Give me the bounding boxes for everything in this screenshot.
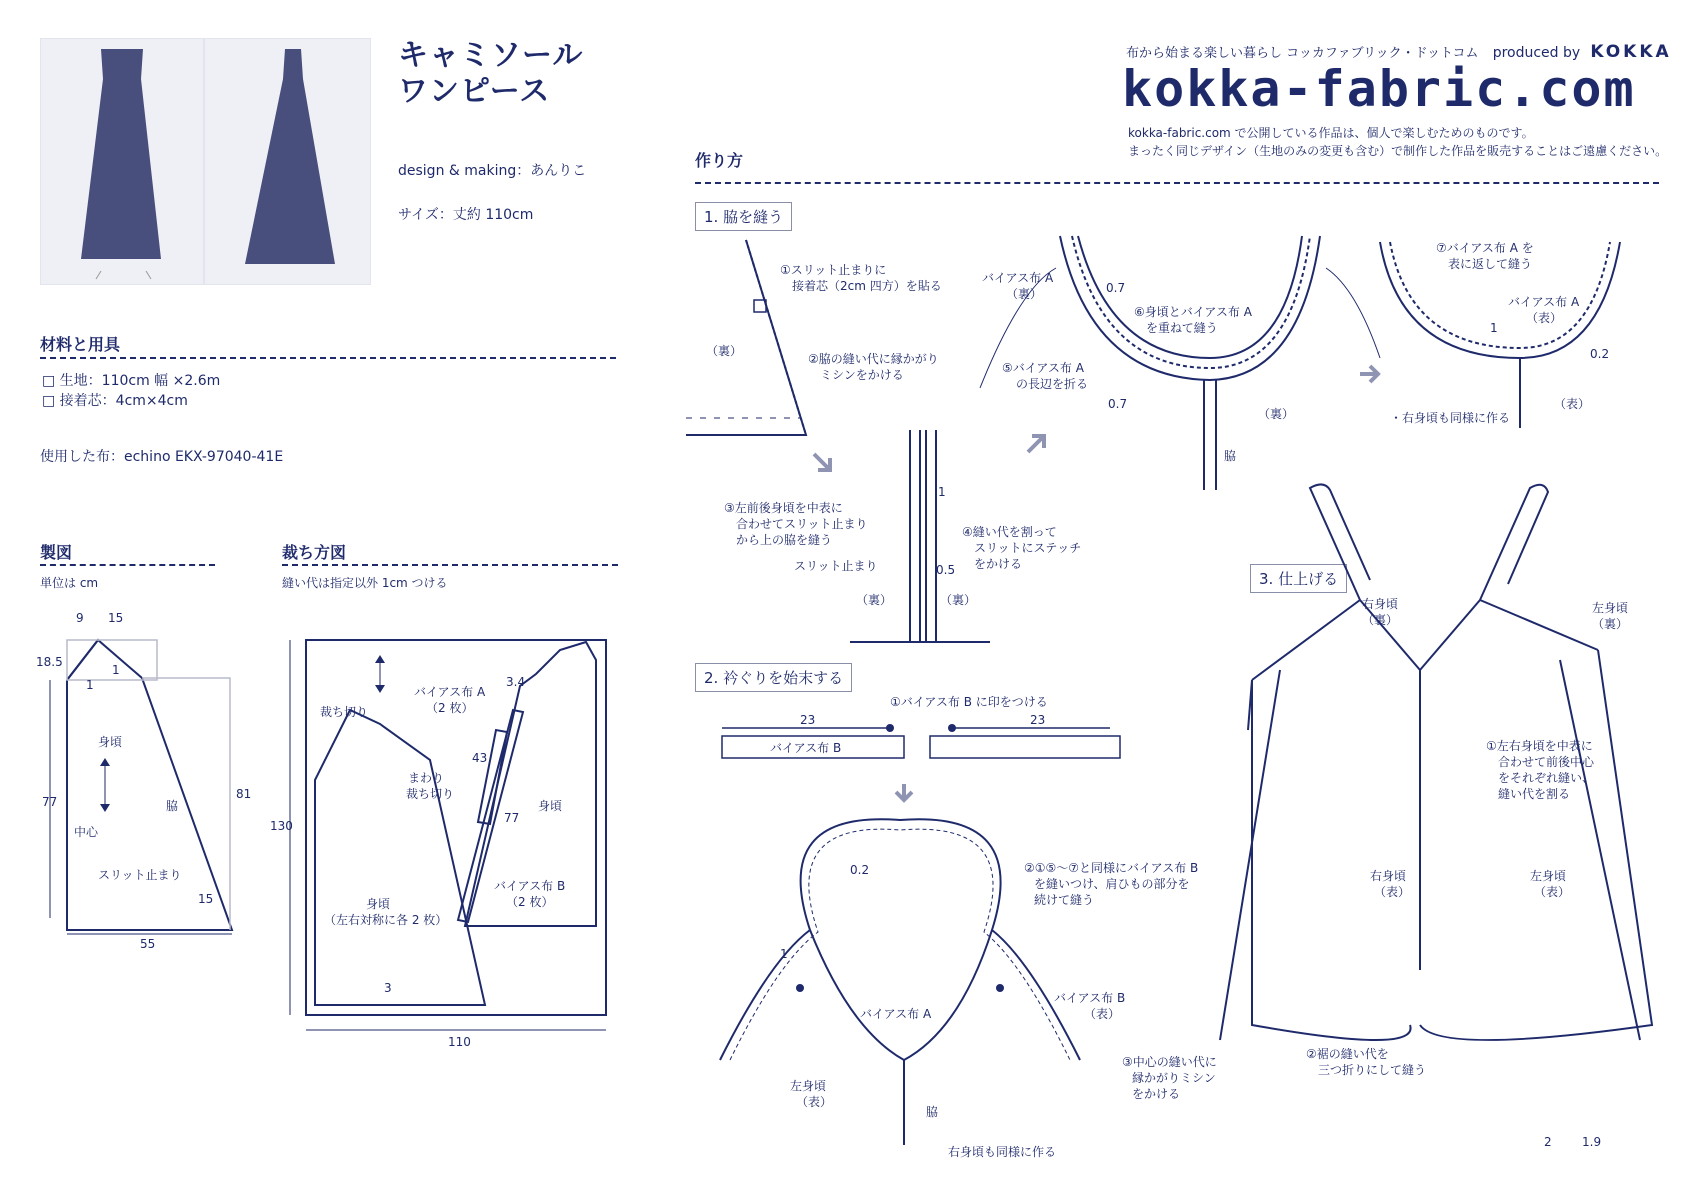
brand-name: KOKKA (1590, 42, 1672, 62)
pattern-unit-note: 単位は cm (40, 576, 99, 590)
s2-left-body: 左身頃 (790, 1079, 827, 1093)
layout-bias-a (478, 730, 507, 824)
product-photo-front (40, 38, 204, 285)
s2-bias-b2-front: （表） (1084, 1007, 1121, 1021)
title-line-1: キャミソール (398, 38, 584, 73)
s1-note3b: 合わせてスリット止まり (736, 517, 868, 531)
dress-front-illustration (41, 39, 203, 284)
label-side: 脇 (166, 799, 179, 813)
dim-3: 3 (384, 981, 392, 995)
site-logo[interactable]: kokka-fabric.com (1122, 60, 1636, 118)
layout-rule (282, 564, 618, 566)
label-bias-b: バイアス布 B (494, 879, 566, 893)
layout-body-left (315, 710, 488, 1005)
s3-note1c: をそれぞれ縫い、 (1498, 771, 1595, 785)
s2-note2a: ②①⑤～⑦と同様にバイアス布 B (1024, 861, 1199, 875)
howto-heading: 作り方 (695, 151, 744, 170)
s1b-note6b: を重ねて縫う (1146, 321, 1218, 335)
s1b-bias-a: バイアス布 A (982, 271, 1054, 285)
s2-d23a: 23 (800, 713, 816, 727)
label-slit: スリット止まり (98, 868, 182, 882)
layout-heading: 裁ち方図 (282, 543, 347, 562)
s2-note3b: 縁かがりミシン (1132, 1071, 1216, 1085)
pattern-drawing (20, 600, 252, 951)
produced-by: produced by (1492, 45, 1581, 61)
s3-note1d: 縫い代を割る (1498, 787, 1571, 801)
dim-18-5: 18.5 (36, 655, 63, 669)
label-body-left: 身頃 (366, 897, 391, 911)
s1b-back: （裏） (1258, 407, 1295, 421)
s1b-note-right: ・右身頃も同様に作る (1390, 411, 1511, 425)
arrow-down-icon (896, 784, 912, 800)
s1-note2a: ②脇の縫い代に縁かがり (808, 352, 939, 366)
dress-side-illustration (205, 39, 370, 284)
s2-note3a: ③中心の縫い代に (1122, 1055, 1217, 1069)
s1b-note5a: ⑤バイアス布 A (1002, 361, 1084, 375)
pattern-rule (40, 564, 215, 566)
dim-9: 9 (76, 611, 84, 625)
s2-d02: 0.2 (850, 863, 870, 877)
materials-item: □ 生地：110cm 幅 ×2.6m (42, 373, 221, 389)
howto-rule (695, 182, 1659, 184)
s1b-note6a: ⑥身頃とバイアス布 A (1134, 305, 1252, 319)
materials-item: □ 接着芯：4cm×4cm (42, 393, 188, 409)
s1-note2b: ミシンをかける (820, 368, 904, 382)
s1-d1: 1 (938, 485, 946, 499)
s2-bias-b2: バイアス布 B (1054, 991, 1126, 1005)
s2-bias-a: バイアス布 A (860, 1007, 932, 1021)
s1-note4c: をかける (974, 557, 1023, 571)
step3-title: 3. 仕上げる (1250, 564, 1347, 593)
dim-77: 77 (42, 795, 58, 809)
s2-d1: 1 (780, 947, 788, 961)
dim-15: 15 (198, 892, 214, 906)
label-bias-a-count: （2 枚） (426, 701, 474, 715)
tagline (1126, 42, 1672, 62)
s3-right-front2: （表） (1374, 885, 1411, 899)
s1b-d07b: 0.7 (1108, 397, 1128, 411)
step1-title: 1. 脇を縫う (695, 202, 792, 231)
s3-note2a: ②裾の縫い代を (1306, 1047, 1389, 1061)
label-body-left-count: （左右対称に各 2 枚） (324, 913, 448, 927)
dim-81: 81 (236, 787, 252, 801)
step1b-drawing (960, 228, 1640, 488)
s1b-front: （表） (1554, 397, 1591, 411)
size-info: サイズ：丈約 110cm (398, 207, 534, 223)
s2-note3c: をかける (1132, 1087, 1181, 1101)
s1-back-r: （裏） (940, 593, 977, 607)
s3-right-back: 右身頃 (1362, 597, 1399, 611)
s1-note1b: 接着芯（2cm 四方）を貼る (792, 279, 942, 293)
s1b-bias-a-front2: （表） (1526, 311, 1563, 325)
s3-left-front: 左身頃 (1530, 869, 1567, 883)
s1b-bias-a-back: （裏） (1006, 287, 1043, 301)
design-credit: design & making：あんりこ (398, 163, 587, 179)
arrow-right-icon (1360, 366, 1378, 382)
dim-1-a: 1 (86, 678, 94, 692)
product-photo-side (204, 38, 371, 285)
s1b-d07a: 0.7 (1106, 281, 1126, 295)
s3-right-back2: （裏） (1362, 613, 1399, 627)
label-cut-off: 裁ち切り (320, 705, 369, 719)
step3-drawing (1240, 480, 1660, 1160)
label-bias-a: バイアス布 A (414, 685, 486, 699)
s1-slit: スリット止まり (794, 559, 878, 573)
materials-rule (40, 357, 616, 359)
s1-note3a: ③左前後身頃を中表に (724, 501, 843, 515)
s1-back: （裏） (706, 344, 743, 358)
s1b-d1: 1 (1490, 321, 1498, 335)
fabric-used: 使用した布：echino EKX-97040-41E (40, 449, 284, 465)
dim-43: 43 (472, 751, 488, 765)
s1b-note5b: の長辺を折る (1016, 377, 1089, 391)
layout-note: 縫い代は指定以外 1cm つける (282, 576, 448, 590)
s2-left-body-front: （表） (796, 1095, 833, 1109)
materials-heading: 材料と用具 (40, 335, 121, 354)
s2-note1: ①バイアス布 B に印をつける (890, 695, 1048, 709)
tagline-text: 布から始まる楽しい暮らし コッカファブリック・ドットコム (1126, 46, 1479, 61)
dim-1-b: 1 (112, 663, 120, 677)
notice-line-1: kokka-fabric.com で公開している作品は、個人で楽しむためのものです。 (1128, 126, 1534, 140)
label-center: 中心 (74, 825, 99, 839)
s1b-bias-a-front: バイアス布 A (1508, 295, 1580, 309)
s1-d05: 0.5 (936, 563, 956, 577)
s2-note2c: 続けて縫う (1034, 893, 1095, 907)
pattern-heading: 製図 (40, 543, 73, 562)
label-bias-b-count: （2 枚） (506, 895, 554, 909)
label-body-right: 身頃 (538, 799, 563, 813)
s1-note4b: スリットにステッチ (974, 541, 1082, 555)
page-title (398, 38, 583, 110)
dim-130: 130 (270, 819, 293, 833)
s2-side: 脇 (926, 1105, 939, 1119)
layout-drawing (260, 630, 620, 1049)
finished-dress-outline (1310, 484, 1548, 970)
step2-title: 2. 衿ぐりを始末する (695, 663, 852, 692)
s2-bias-b: バイアス布 B (770, 741, 842, 755)
label-around-cut: 裁ち切り (406, 787, 455, 801)
notice-line-2: まったく同じデザイン（生地のみの変更も含む）で制作した作品を販売することはご遠慮ください。 (1128, 144, 1668, 158)
s2-note: 右身頃も同様に作る (948, 1145, 1057, 1159)
s3-note1b: 合わせて前後中心 (1498, 755, 1595, 769)
label-around: まわり (408, 771, 445, 785)
s1b-d02: 0.2 (1590, 347, 1610, 361)
s1-note4a: ④縫い代を割って (962, 525, 1057, 539)
dim-77-layout: 77 (504, 811, 520, 825)
s1-back-l: （裏） (856, 593, 893, 607)
s3-note2b: 三つ折りにして縫う (1318, 1063, 1427, 1077)
step2-drawing (700, 690, 1260, 1170)
s3-left-front2: （表） (1534, 885, 1571, 899)
s1b-side: 脇 (1224, 449, 1237, 463)
s1-note1a: ①スリット止まりに (780, 263, 887, 277)
label-body: 身頃 (98, 735, 123, 749)
arrow-down-right-icon (814, 454, 830, 470)
s1b-note7b: 表に返して縫う (1448, 257, 1533, 271)
s2-note2b: を縫いつけ、肩ひもの部分を (1034, 877, 1190, 891)
dim-3-4: 3.4 (506, 675, 526, 689)
s1-note3c: から上の脇を縫う (736, 533, 833, 547)
s3-left-back2: （裏） (1592, 617, 1629, 631)
dim-55: 55 (140, 937, 156, 951)
s3-d2: 2 (1544, 1135, 1552, 1149)
s3-note1a: ①左右身頃を中表に (1486, 739, 1593, 753)
title-line-2: ワンピース (398, 74, 551, 109)
s1b-note7a: ⑦バイアス布 A を (1436, 241, 1534, 255)
s3-right-front: 右身頃 (1370, 869, 1407, 883)
s3-left-back: 左身頃 (1592, 601, 1629, 615)
dim-15-top: 15 (108, 611, 124, 625)
dim-110: 110 (448, 1035, 471, 1049)
s3-d19: 1.9 (1582, 1135, 1602, 1149)
s2-d23b: 23 (1030, 713, 1046, 727)
